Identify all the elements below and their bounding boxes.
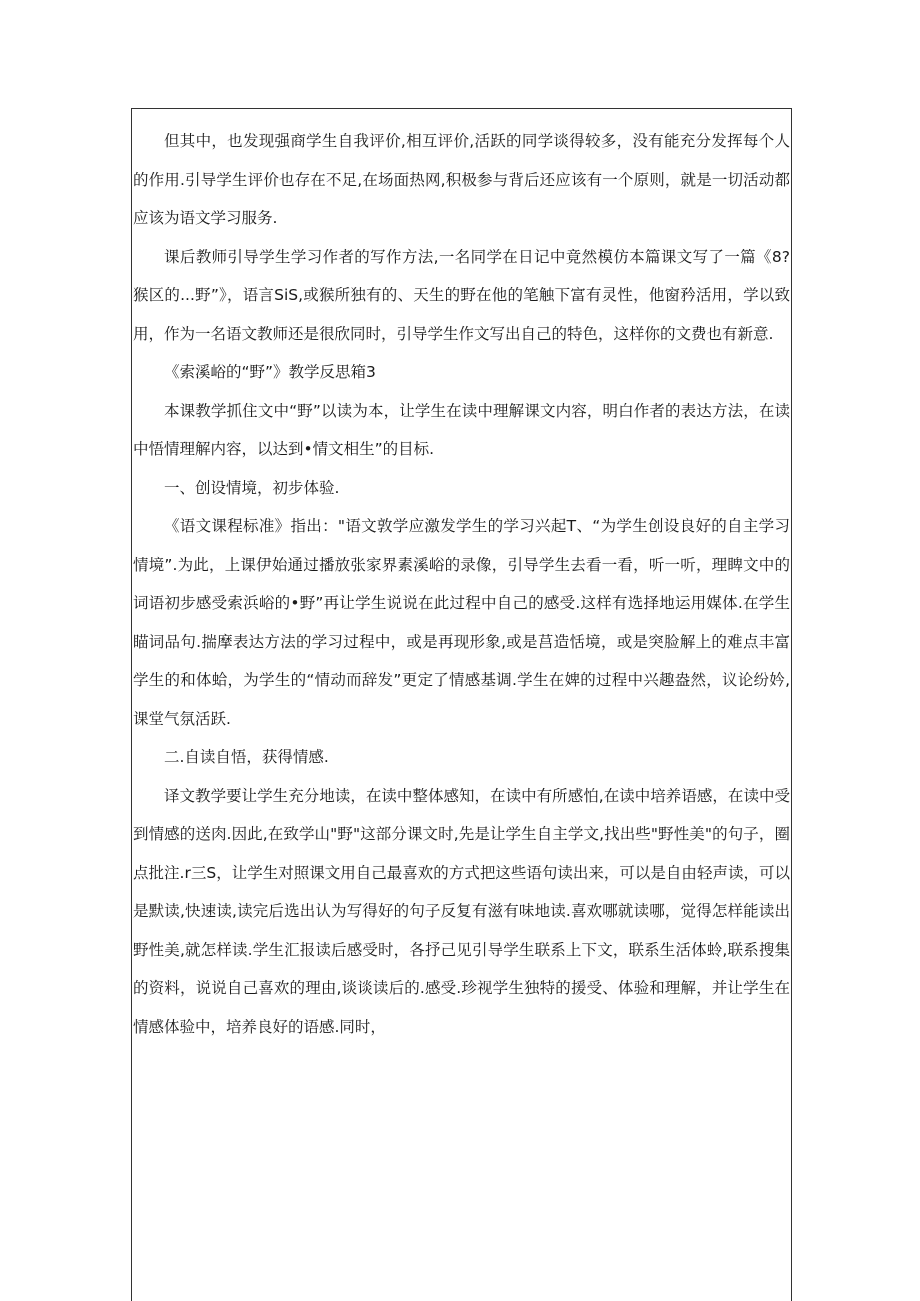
subheading-self-reading: 二.自读自悟，获得情感. <box>164 748 329 766</box>
document-body <box>133 122 790 1046</box>
paragraph-reading-instruction: 译文教学要让学生充分地读，在读中整体感知，在读中有所感怕,在读中培养语感，在读中受到情感的送肉.因此,在致学山"野"这部分课文时,先是让学生自主学文,找出些"野性美"的句子，圈点批注.r三S，让学生对照课文用自己最喜欢的方式把这些语句读出来，可以是自由轻声读，可以是默读,快速读,读完后选出认为写得好的句子反复有滋有味地读.喜欢哪就读哪，觉得怎样能读出野性美,就怎样读.学生汇报读后感受时，各抒己见引导学生联系上下文，联系生活体蛉,联系搜集的资料，说说自己喜欢的理由,谈谈读后的.感受.珍视学生独特的援受、体验和理解，并让学生在情感体验中，培养良好的语感.同时， <box>133 786 790 1036</box>
subheading-create-situation: 一、创设情境，初步体验. <box>164 478 340 497</box>
paragraph-evaluation-issues: 但其中，也发现强商学生自我评价,相互评价,活跃的同学谈得较多，没有能充分发挥每个人的作用.引导学生评价也存在不足,在场面热网,积极参与背后还应该有一个原则，就是一切活动都应该为语文学习服务. <box>133 132 790 227</box>
paragraph-after-class-writing: 课后教师引导学生学习作者的写作方法,一名同学在日记中竟然模仿本篇课文写了一篇《8?猴区的...野”》，语言SiS,或猴所独有的、天生的野在他的笔触下富有灵性，他窗矜活用，学以致用，作为一名语文教师还是很欣同时，引导学生作文写出自己的特色，这样你的文费也有新意. <box>133 247 790 343</box>
paragraph-curriculum-standard: 《语文课程标准》指出："语文敦学应激发学生的学习兴起T、“为学生创设良好的自主学习情境”.为此，上课伊始通过播放张家界素溪峪的录像，引导学生去看一看，听一听，理睥文中的词语初步感受索浜峪的•野”再让学生说说在此过程中自己的感受.这样有选择地运用媒体.在学生瞄词品句.揣摩表达方法的学习过程中，或是再现形象,或是莒造恬境，或是突脸解上的难点丰富学生的和体蛤，为学生的“情动而辞发”更定了情感基调.学生在婢的过程中兴趣盎然，议论纷妗,课堂气氛活跃. <box>133 517 790 728</box>
section-heading-reflection-3: 《索溪峪的“野”》教学反思箱3 <box>164 363 376 381</box>
paragraph-lesson-focus: 本课教学抓住文中“野”以读为本，让学生在读中理解课文内容，明白作者的表达方法，在读中悟情理解内容，以达到•情文相生”的目标. <box>133 401 790 458</box>
